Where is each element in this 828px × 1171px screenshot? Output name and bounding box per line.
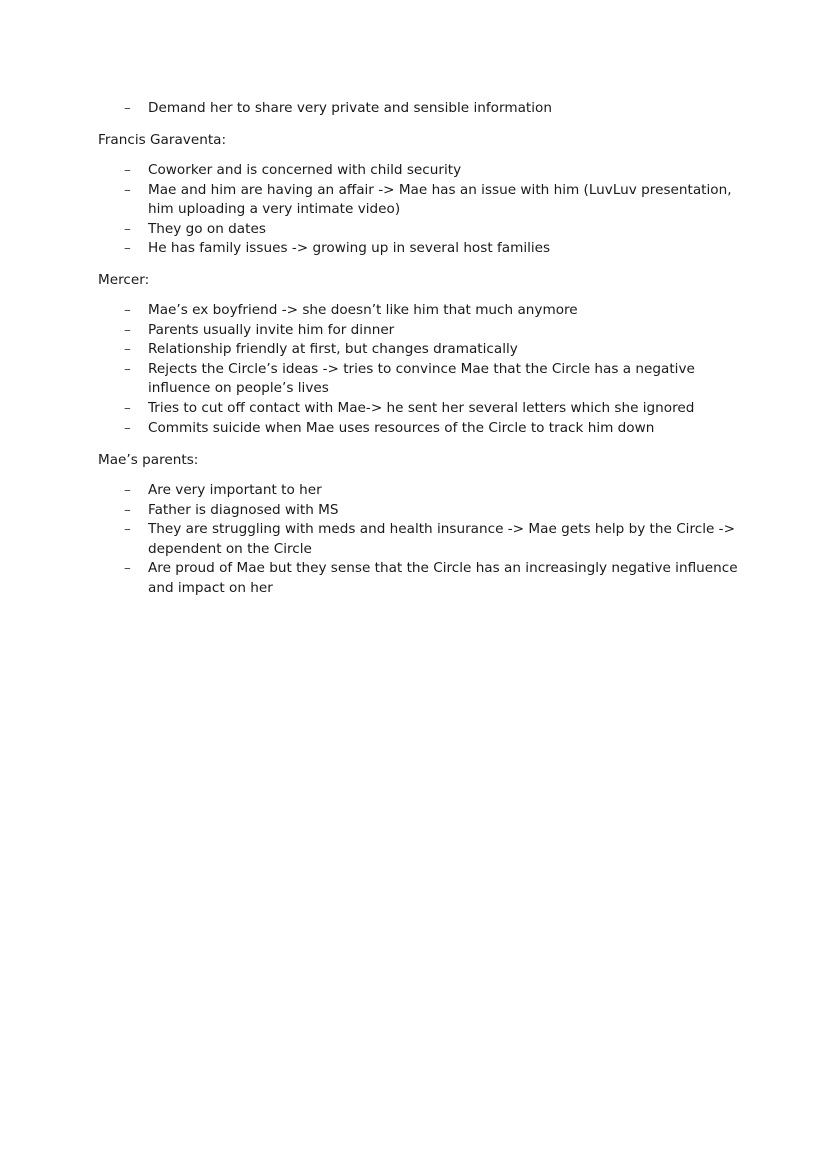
list-item-text: Demand her to share very private and sensible information bbox=[148, 100, 552, 116]
bullet-dash: – bbox=[124, 399, 131, 416]
list-item bbox=[0, 321, 828, 341]
list-item-text: They are struggling with meds and health insurance -> Mae gets help by the Circle -> dependent on the Circle bbox=[148, 521, 735, 557]
bullet-dash: – bbox=[124, 240, 131, 257]
bullet-dash: – bbox=[124, 321, 131, 338]
bullet-dash: – bbox=[124, 419, 131, 436]
parents-list bbox=[0, 481, 828, 599]
list-item-text: Rejects the Circle’s ideas -> tries to convince Mae that the Circle has a negative influence on people’s lives bbox=[148, 360, 695, 397]
list-item bbox=[0, 340, 828, 360]
section-heading-mercer: Mercer: bbox=[98, 272, 150, 288]
francis-list bbox=[0, 161, 828, 259]
list-item bbox=[0, 161, 828, 181]
list-item-text: Tries to cut off contact with Mae-> he sent her several letters which she ignored bbox=[148, 399, 695, 416]
bullet-dash: – bbox=[124, 302, 131, 318]
mercer-list bbox=[0, 301, 828, 438]
section-heading-parents: Mae’s parents: bbox=[98, 452, 199, 468]
list-item bbox=[0, 99, 828, 119]
list-item-text: Relationship friendly at first, but changes dramatically bbox=[148, 341, 518, 358]
bullet-dash: – bbox=[124, 482, 131, 498]
list-item-text: They go on dates bbox=[148, 220, 266, 237]
bullet-dash: – bbox=[124, 220, 131, 237]
list-item-text: Coworker and is concerned with child security bbox=[148, 162, 462, 178]
list-item-text: He has family issues -> growing up in several host families bbox=[148, 240, 551, 257]
bullet-dash: – bbox=[124, 360, 131, 377]
bullet-dash: – bbox=[124, 521, 131, 538]
bullet-dash: – bbox=[124, 100, 131, 116]
list-item-text: Mae’s ex boyfriend -> she doesn’t like him that much anymore bbox=[148, 302, 578, 318]
list-item bbox=[0, 481, 828, 501]
list-item bbox=[0, 220, 828, 240]
list-item-text: Father is diagnosed with MS bbox=[148, 501, 339, 518]
bullet-dash: – bbox=[124, 341, 131, 358]
list-item bbox=[0, 520, 828, 559]
list-item-text: Mae and him are having an affair -> Mae has an issue with him (LuvLuv presentation, him uploading a very intimate video) bbox=[148, 181, 732, 218]
bullet-dash: – bbox=[124, 560, 131, 577]
list-item bbox=[0, 501, 828, 521]
bullet-dash: – bbox=[124, 181, 131, 198]
list-item bbox=[0, 301, 828, 321]
list-item bbox=[0, 360, 828, 399]
section-heading-francis: Francis Garaventa: bbox=[98, 132, 227, 148]
intro-list bbox=[0, 99, 828, 119]
list-item-text: Are very important to her bbox=[148, 482, 322, 498]
list-item bbox=[0, 419, 828, 439]
bullet-dash: – bbox=[124, 162, 131, 178]
list-item-text: Parents usually invite him for dinner bbox=[148, 321, 395, 338]
list-item bbox=[0, 239, 828, 259]
list-item bbox=[0, 559, 828, 598]
list-item-text: Are proud of Mae but they sense that the Circle has an increasingly negative influence and impact on her bbox=[148, 560, 738, 596]
list-item-text: Commits suicide when Mae uses resources of the Circle to track him down bbox=[148, 419, 655, 436]
list-item bbox=[0, 399, 828, 419]
list-item bbox=[0, 181, 828, 220]
bullet-dash: – bbox=[124, 501, 131, 518]
